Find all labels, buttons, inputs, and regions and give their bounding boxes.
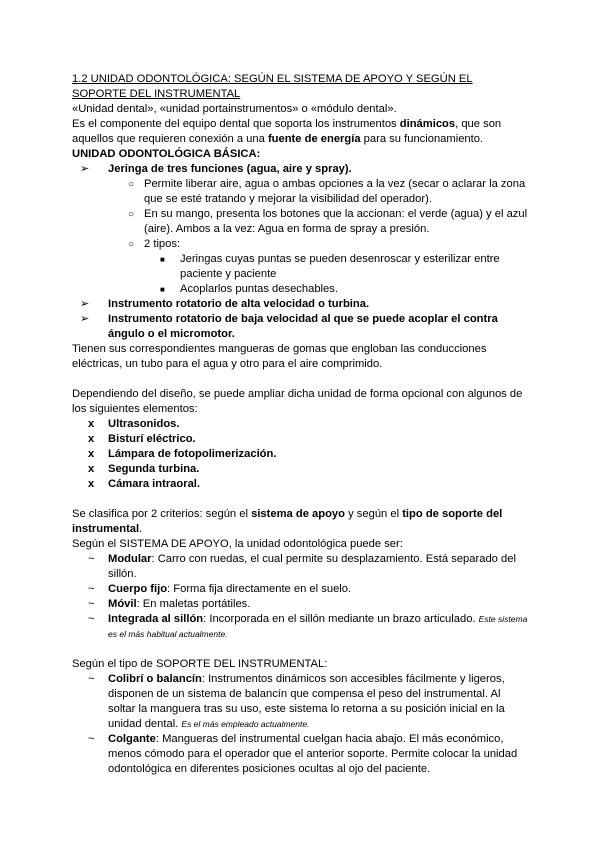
square-bullet-icon: ■ <box>160 255 165 264</box>
arrow-bullet-icon: ➢ <box>80 163 90 175</box>
optional-item: x Segunda turbina. <box>88 463 200 475</box>
optional-item: x Cámara intraoral. <box>88 478 201 490</box>
section-title: 1.2 UNIDAD ODONTOLÓGICA: SEGÚN EL SISTEMA DE APOYO Y SEGÚN EL SOPORTE DEL INSTRUMENTAL <box>72 73 473 100</box>
soporte-item-colgante: ~ Colgante: Mangueras del instrumental cuelgan hacia abajo. El más económico, menos cómodo para el operador que el anterior soporte. Permite colocar la unidad odontológica en diferentes posiciones ocultas al ojo del paciente. <box>88 733 518 775</box>
apoyo-item-movil: ~ Móvil: En maletas portátiles. <box>88 598 251 610</box>
tilde-bullet-icon: ~ <box>88 583 95 595</box>
tilde-bullet-icon: ~ <box>88 673 95 685</box>
jeringa-type: ■ Jeringas cuyas puntas se pueden desenroscar y esterilizar entre paciente y paciente <box>160 253 500 280</box>
apoyo-intro: Según el SISTEMA DE APOYO, la unidad odontológica puede ser: <box>72 538 403 550</box>
arrow-bullet-icon: ➢ <box>80 298 90 310</box>
jeringa-type: ■ Acoplarlos puntas desechables. <box>160 283 338 295</box>
jeringa-point: ○ Permite liberar aire, agua o ambas opciones a la vez (secar o aclarar la zona que se esté tratando y mejorar la visibilidad del operador). <box>128 178 526 205</box>
document-page <box>72 72 528 777</box>
soporte-intro: Según el tipo de SOPORTE DEL INSTRUMENTAL: <box>72 658 328 670</box>
jeringa-point: ○ 2 tipos: <box>128 238 181 250</box>
hoses-paragraph: Tienen sus correspondientes mangueras de gomas que engloban las conducciones eléctricas, un tubo para el agua y otro para el aire comprimido. <box>72 343 487 370</box>
tilde-bullet-icon: ~ <box>88 598 95 610</box>
apoyo-item-integrada: ~ Integrada al sillón: Incorporada en el sillón mediante un brazo articulado. Este sistema es el más habitual actualmente. <box>88 613 528 639</box>
arrow-bullet-icon: ➢ <box>80 313 90 325</box>
circle-bullet-icon: ○ <box>128 179 135 190</box>
optional-item: x Lámpara de fotopolimerización. <box>88 448 277 460</box>
x-bullet-icon: x <box>88 433 95 445</box>
x-bullet-icon: x <box>88 448 95 460</box>
jeringa-item: ➢ Jeringa de tres funciones (agua, aire y spray). <box>80 163 352 175</box>
instrument-high-item: ➢ Instrumento rotatorio de alta velocidad o turbina. <box>80 298 370 310</box>
classification-paragraph: Se clasifica por 2 criterios: según el sistema de apoyo y según el tipo de soporte del instrumental. <box>72 508 503 535</box>
instrument-low-item: ➢ Instrumento rotatorio de baja velocidad al que se puede acoplar el contra ángulo o el micromotor. <box>80 313 498 340</box>
tilde-bullet-icon: ~ <box>88 553 95 565</box>
jeringa-point: ○ En su mango, presenta los botones que la accionan: el verde (agua) y el azul (aire). Ambos a la vez: Agua en forma de spray a presión. <box>128 208 528 235</box>
optional-item: x Bisturí eléctrico. <box>88 433 196 445</box>
x-bullet-icon: x <box>88 478 95 490</box>
tilde-bullet-icon: ~ <box>88 613 95 625</box>
apoyo-item-fijo: ~ Cuerpo fijo: Forma fija directamente en el suelo. <box>88 583 352 595</box>
optional-item: x Ultrasonidos. <box>88 418 180 430</box>
intro-paragraph: Es el componente del equipo dental que soporta los instrumentos dinámicos, que son aquellos que requieren conexión a una fuente de energía para su funcionamiento. <box>72 118 502 145</box>
square-bullet-icon: ■ <box>160 285 165 294</box>
tilde-bullet-icon: ~ <box>88 733 95 745</box>
optional-intro: Dependiendo del diseño, se puede ampliar dicha unidad de forma opcional con algunos de los siguientes elementos: <box>72 388 523 415</box>
x-bullet-icon: x <box>88 463 95 475</box>
circle-bullet-icon: ○ <box>128 239 135 250</box>
circle-bullet-icon: ○ <box>128 209 135 220</box>
soporte-item-colibri: ~ Colibrí o balancín: Instrumentos dinámicos son accesibles fácilmente y ligeros, disponen de un sistema de balancín que compensa el peso del instrumental. Al soltar la manguera tras su uso, este sistema lo retorna a su posición inicial en la unidad dental. Es el más empleado actualmente. <box>88 673 505 730</box>
x-bullet-icon: x <box>88 418 95 430</box>
basic-unit-heading: UNIDAD ODONTOLÓGICA BÁSICA: <box>72 148 261 160</box>
apoyo-item-modular: ~ Modular: Carro con ruedas, el cual permite su desplazamiento. Está separado del sillón. <box>88 553 516 580</box>
intro-line: «Unidad dental», «unidad portainstrumentos» o «módulo dental». <box>72 103 397 115</box>
